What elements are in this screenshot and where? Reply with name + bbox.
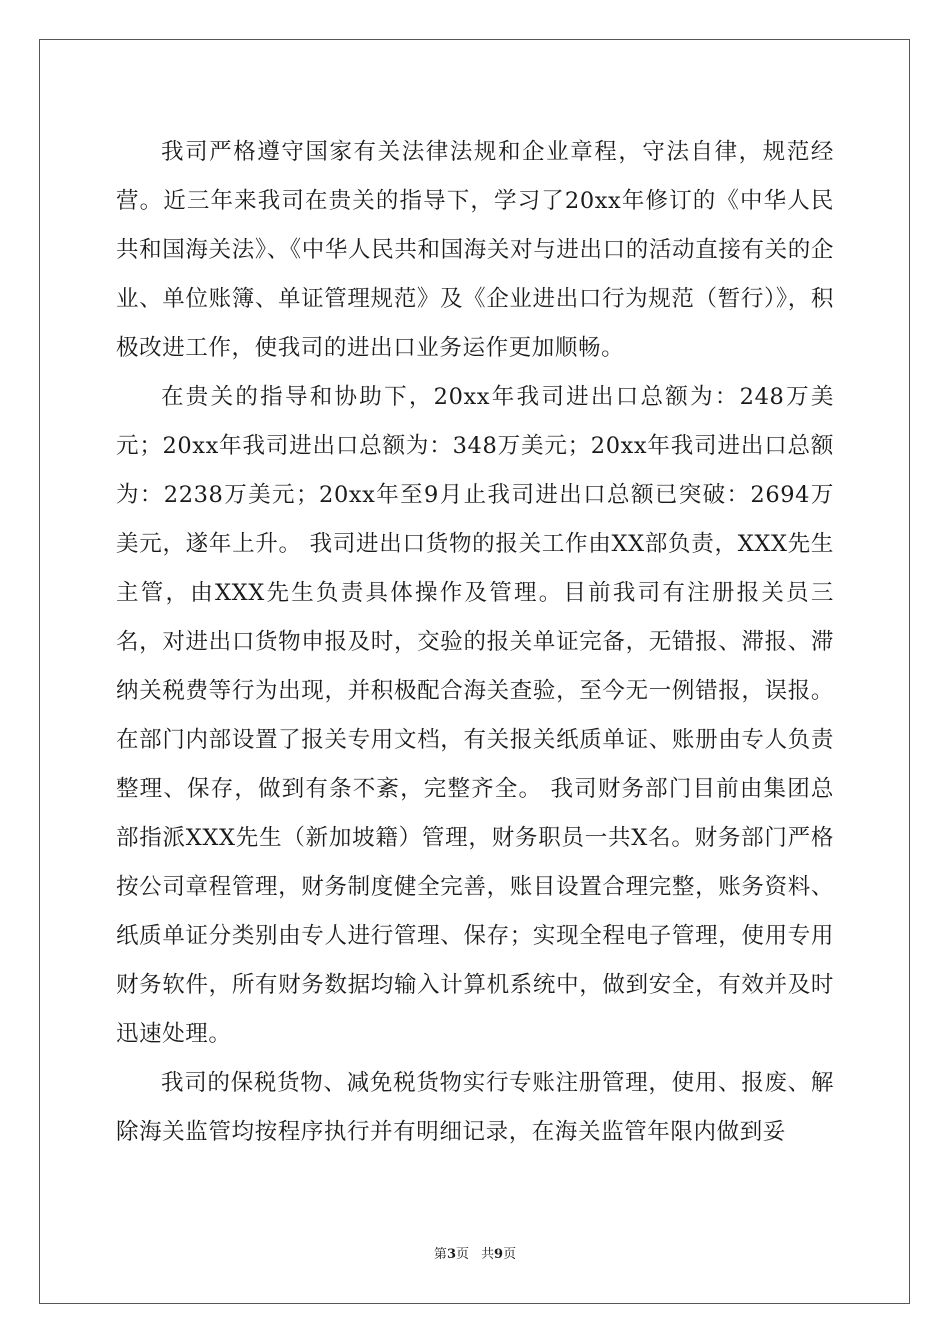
- total-pages-label: 共9页: [481, 1247, 517, 1262]
- paragraph-bonded-goods: 我司的保税货物、减免税货物实行专账注册管理，使用、报废、解除海关监管均按程序执行并有明细记录，在海关监管年限内做到妥: [116, 1070, 834, 1145]
- total-page-number: 9: [494, 1247, 504, 1262]
- current-page-number: 3: [446, 1247, 456, 1262]
- page-number-label: 第3页: [433, 1247, 469, 1262]
- document-body: [116, 128, 834, 1157]
- paragraph-compliance: 我司严格遵守国家有关法律法规和企业章程，守法自律，规范经营。近三年来我司在贵关的指导下，学习了20xx年修订的《中华人民共和国海关法》、《中华人民共和国海关对与进出口的活动直接有关的企业、单位账簿、单证管理规范》及《企业进出口行为规范（暂行）》，积极改进工作，使我司的进出口业务运作更加顺畅。: [116, 139, 834, 361]
- paragraph-trade-volume: 在贵关的指导和协助下，20xx年我司进出口总额为：248万美元；20xx年我司进出口总额为：348万美元；20xx年我司进出口总额为：2238万美元；20xx年至9月止我司进出口总额已突破：2694万美元，遂年上升。 我司进出口货物的报关工作由XX部负责，XXX先生主管，由XXX先生负责具体操作及管理。目前我司有注册报关员三名，对进出口货物申报及时，交验的报关单证完备，无错报、滞报、滞纳关税费等行为出现，并积极配合海关查验，至今无一例错报，误报。在部门内部设置了报关专用文档，有关报关纸质单证、账册由专人负责整理、保存，做到有条不紊，完整齐全。 我司财务部门目前由集团总部指派XXX先生（新加坡籍）管理，财务职员一共X名。财务部门严格按公司章程管理，财务制度健全完善，账目设置合理完整，账务资料、纸质单证分类别由专人进行管理、保存；实现全程电子管理，使用专用财务软件，所有财务数据均输入计算机系统中，做到安全，有效并及时迅速处理。: [116, 384, 834, 1047]
- page-footer: [0, 1246, 950, 1264]
